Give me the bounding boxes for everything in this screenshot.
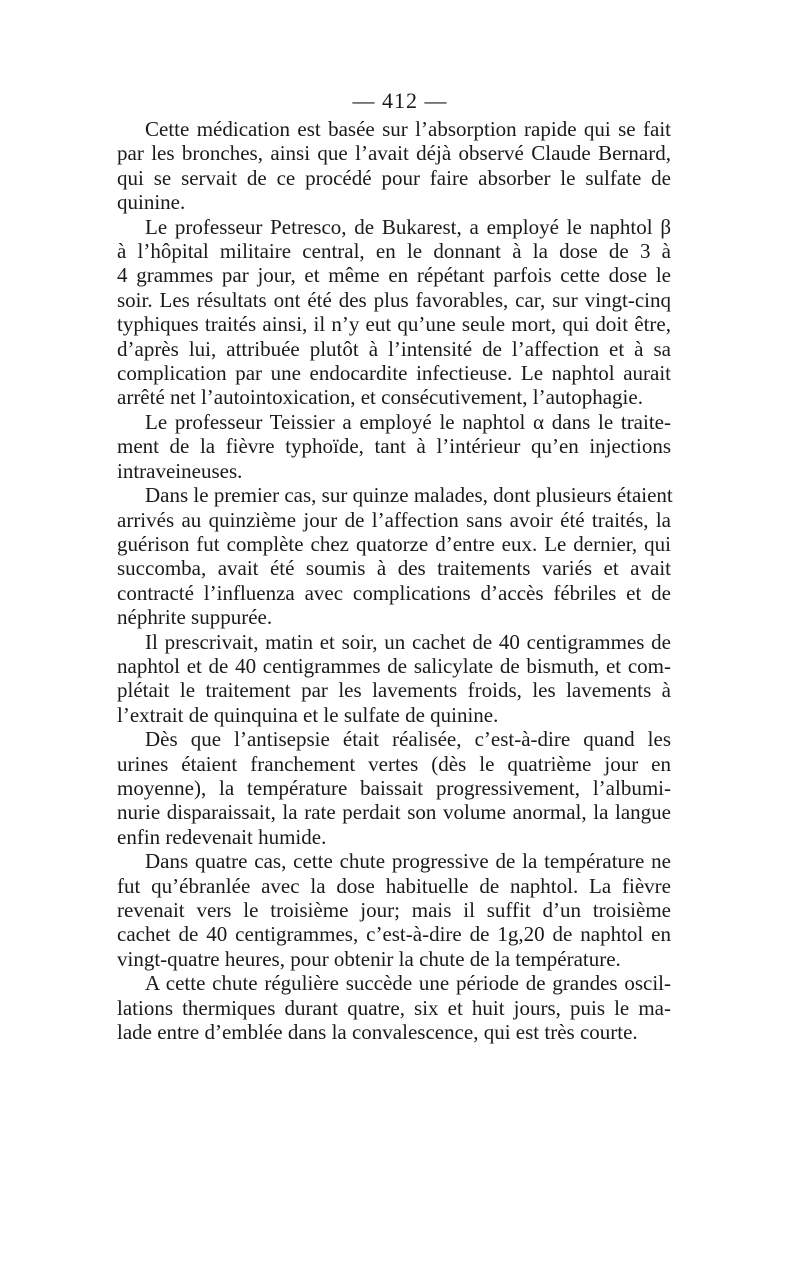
text-line: Dès que l’antisepsie était réalisée, c’est-à-dire quand les (145, 727, 671, 752)
paragraph (117, 117, 671, 215)
text-line: à l’hôpital militaire central, en le donnant à la dose de 3 à (117, 239, 671, 264)
text-line: urines étaient franchement vertes (dès le quatrième jour en (117, 751, 671, 776)
text-line: Cette médication est basée sur l’absorption rapide qui se fait (145, 117, 671, 141)
text-line: l’extrait de quinquina et le sulfate de quinine. (117, 702, 499, 727)
text-line: guérison fut complète chez quatorze d’entre eux. Le dernier, qui (117, 531, 671, 556)
text-line: arrêté net l’autointoxication, et consécutivement, l’autophagie. (117, 385, 643, 410)
text-line: contracté l’influenza avec complications d’accès fébriles et de (117, 580, 671, 605)
text-line: néphrite suppurée. (117, 605, 273, 630)
text-line: quinine. (117, 190, 186, 215)
text-line: nurie disparaissait, la rate perdait son volume anormal, la langue (117, 800, 671, 825)
text-line: 4 grammes par jour, et même en répétant parfois cette dose le (117, 263, 671, 288)
text-line: A cette chute régulière succède une période de grandes oscil- (145, 971, 671, 996)
text-line: lations thermiques durant quatre, six et huit jours, puis le ma- (117, 995, 671, 1020)
page-number: — 412 — (352, 88, 448, 113)
body-text (117, 117, 671, 1044)
text-line: Dans quatre cas, cette chute progressive de la température ne (145, 849, 671, 874)
paragraph (117, 727, 671, 849)
text-line: soir. Les résultats ont été des plus favorables, car, sur vingt-cinq (117, 287, 671, 312)
text-line: Le professeur Petresco, de Bukarest, a employé le naphtol β (145, 214, 671, 239)
text-line: ment de la fièvre typhoïde, tant à l’intérieur qu’en injections (117, 434, 671, 459)
text-line: moyenne), la température baissait progressivement, l’albumi- (117, 775, 671, 800)
text-line: plétait le traitement par les lavements froids, les lavements à (117, 678, 671, 703)
paragraph (117, 971, 671, 1044)
paragraph (117, 483, 671, 629)
text-line: arrivés au quinzième jour de l’affection sans avoir été traités, la (117, 507, 671, 532)
text-line: lade entre d’emblée dans la convalescence, qui est très courte. (117, 1020, 638, 1045)
text-line: d’après lui, attribuée plutôt à l’intensité de l’affection et à sa (117, 336, 671, 361)
text-line: succomba, avait été soumis à des traitements variés et avait (117, 556, 671, 581)
text-line: cachet de 40 centigrammes, c’est-à-dire de 1g,20 de naphtol en (117, 922, 671, 947)
text-line: Dans le premier cas, sur quinze malades, dont plusieurs étaient (145, 483, 673, 508)
text-line: qui se servait de ce procédé pour faire absorber le sulfate de (117, 165, 671, 190)
text-line: par les bronches, ainsi que l’avait déjà observé Claude Bernard, (117, 141, 671, 166)
text-line: complication par une endocardite infectieuse. Le naphtol aurait (117, 361, 671, 386)
text-line: enfin redevenait humide. (117, 824, 327, 849)
text-line: Il prescrivait, matin et soir, un cachet de 40 centigrammes de (145, 629, 671, 654)
paragraph (117, 410, 671, 483)
text-line: revenait vers le troisième jour; mais il suffit d’un troisième (117, 898, 671, 922)
text-line: vingt-quatre heures, pour obtenir la chute de la température. (117, 946, 621, 971)
paragraph (117, 215, 671, 410)
paragraph (117, 849, 671, 971)
text-line: typhiques traités ainsi, il n’y eut qu’une seule mort, qui doit être, (117, 312, 671, 337)
text-line: intraveineuses. (117, 458, 243, 483)
text-line: naphtol et de 40 centigrammes de salicylate de bismuth, et com- (117, 653, 671, 678)
text-line: fut qu’ébranlée avec la dose habituelle de naphtol. La fièvre (117, 873, 671, 898)
text-line: Le professeur Teissier a employé le naphtol α dans le traite- (145, 409, 671, 434)
paragraph (117, 630, 671, 728)
